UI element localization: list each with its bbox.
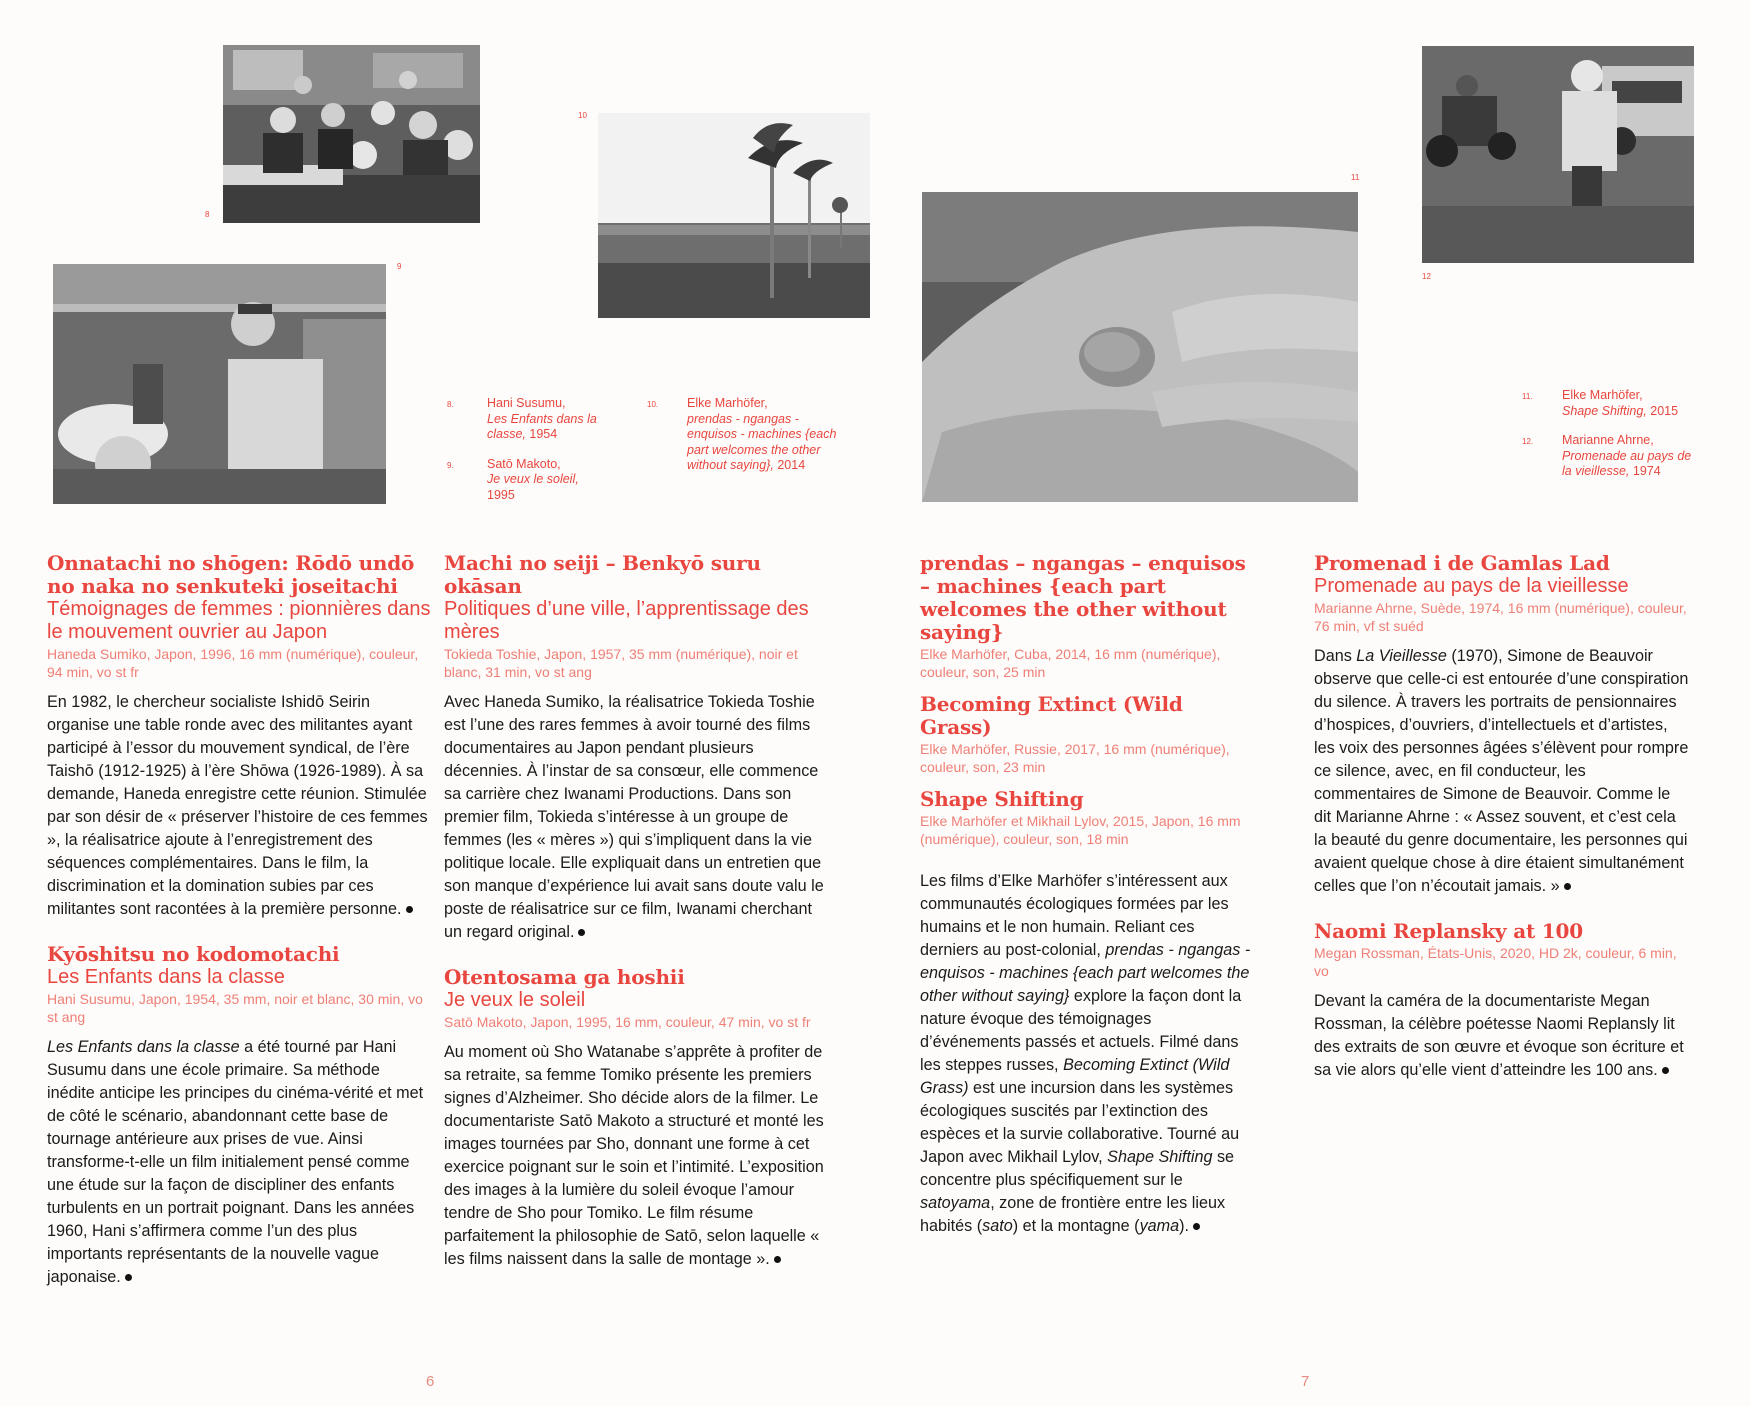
caption-title: Promenade au pays de la vieillesse, 1974	[1562, 448, 1692, 478]
caption-number: 11.	[1522, 392, 1533, 401]
photo-number-12: 12	[1422, 272, 1431, 281]
original-title: Promenad i de Gamlas Lad	[1314, 551, 1610, 575]
end-bullet	[774, 1256, 781, 1263]
film-description: En 1982, le chercheur socialiste Ishidō Seirin organise une table ronde avec des militantes ayant participé à l’essor du mouvement syndical, de l’ère Taishō (1912-1925) à l’ère Shōwa (1926-1989). À sa demande, Haneda enregistre cette réunion. Stimulée par son désir de « préserver l’histoire de ces femmes », la réalisatrice ajoute à l’enregistrement des séquences complémentaires. Dans le film, la discrimination et la domination subies par ces militantes sont racontées à la première personne.	[47, 693, 428, 918]
film-description: Les Enfants dans la classe a été tourné par Hani Susumu dans une école primaire. Sa méthode inédite anticipe les principes du cinéma-vérité et met de côté le scénario, abandonnant cette base de tournage antérieure aux prises de vue. Ainsi transforme-t-elle un film initialement pensé comme une étude sur la façon de discipliner des enfants turbulents en un portrait poignant. Dans les années 1960, Hani s’affirmera comme l’un des plus importants représentants de la nouvelle vague japonaise.	[47, 1038, 424, 1286]
captions-8-9	[447, 396, 607, 517]
original-title: Otentosama ga hoshii	[444, 965, 685, 989]
film-meta: Hani Susumu, Japon, 1954, 35 mm, noir et blanc, 30 min, vo st ang	[47, 991, 423, 1025]
photo-scooter	[1422, 46, 1694, 263]
caption-author: Satō Makoto,	[487, 456, 561, 471]
original-title: prendas – ngangas – enquisos – machines {each part welcomes the other without saying}	[920, 551, 1246, 644]
film-description: Les films d’Elke Marhöfer s’intéressent aux communautés écologiques formées par les humains et le non humain. Reliant ces derniers au post-colonial, prendas - ngangas - enquisos - machines {each part welcomes the other without saying} explore la façon dont la nature évoque des témoignages d’événements passés et actuels. Filmé dans les steppes russes, Becoming Extinct (Wild Grass) est une incursion dans les systèmes écologiques suscités par l’extinction des espèces et la survie collaborative. Tourné au Japon avec Mikhail Lylov, Shape Shifting se concentre plus spécifiquement sur le satoyama, zone de frontière entre les lieux habités (sato) et la montagne (yama).	[920, 872, 1251, 1235]
film-description: Devant la caméra de la documentariste Megan Rossman, la célèbre poétesse Naomi Replansly lit des extraits de son œuvre et évoque son écriture et sa vie alors qu’elle vient d’atteindre les 100 ans.	[1314, 992, 1684, 1079]
page-number-right: 7	[1301, 1373, 1310, 1390]
end-bullet	[578, 929, 585, 936]
end-bullet	[1662, 1067, 1669, 1074]
caption-title: Les Enfants dans la classe, 1954	[487, 411, 597, 441]
photo-classroom	[223, 45, 480, 223]
caption-author: Marianne Ahrne,	[1562, 433, 1654, 447]
captions-11-12	[1522, 388, 1697, 494]
page-number-left: 6	[426, 1373, 435, 1390]
french-title: Promenade au pays de la vieillesse	[1314, 575, 1629, 597]
film-entry-promenad	[1314, 552, 1689, 898]
photo-palm-trees	[598, 113, 870, 318]
caption-year: 1995	[487, 487, 515, 502]
original-title: Naomi Replansky at 100	[1314, 919, 1583, 943]
caption-number: 9.	[447, 460, 454, 470]
caption-author: Elke Marhöfer,	[687, 396, 768, 410]
film-description: Au moment où Sho Watanabe s’apprête à profiter de sa retraite, sa femme Tomiko présente les premiers signes d’Alzheimer. Sho décide alors de la filmer. Le documentariste Satō Makoto a structuré et monté les images tournées par Sho, donnant une forme à cet exercice poignant sur le soin et l’intimité. L’exposition des images à la lumière du soleil évoque l’amour tendre de Sho pour Tomiko. Le film résume parfaitement la philosophie de Satō, selon laquelle « les films naissent dans la salle de montage ».	[444, 1043, 824, 1268]
original-title: Onnatachi no shōgen: Rōdō undō no naka no senkuteki joseitachi	[47, 551, 415, 598]
film-meta: Elke Marhöfer et Mikhail Lylov, 2015, Japon, 16 mm (numérique), couleur, son, 18 min	[920, 813, 1241, 847]
column-3	[920, 552, 1255, 1260]
film-entry-otentosama	[444, 966, 829, 1271]
caption-number: 10.	[647, 400, 659, 409]
french-title: Les Enfants dans la classe	[47, 966, 285, 988]
film-entry-onnatachi	[47, 552, 432, 921]
caption-11	[1522, 388, 1697, 419]
original-title: Becoming Extinct (Wild Grass)	[920, 692, 1183, 739]
caption-title: Je veux le soleil,	[487, 472, 579, 486]
film-meta: Haneda Sumiko, Japon, 1996, 16 mm (numérique), couleur, 94 min, vo st fr	[47, 646, 419, 680]
film-meta: Satō Makoto, Japon, 1995, 16 mm, couleur, 47 min, vo st fr	[444, 1014, 811, 1030]
film-entry-shape-shifting	[920, 788, 1255, 1238]
photo-number-9: 9	[397, 262, 402, 271]
film-meta: Tokieda Toshie, Japon, 1957, 35 mm (numérique), noir et blanc, 31 min, vo st ang	[444, 646, 798, 680]
caption-number: 12.	[1522, 437, 1534, 446]
film-entry-becoming-extinct	[920, 693, 1255, 776]
film-entry-prendas	[920, 552, 1255, 681]
film-meta: Elke Marhöfer, Russie, 2017, 16 mm (numérique), couleur, son, 23 min	[920, 741, 1230, 775]
caption-title: Shape Shifting, 2015	[1562, 403, 1679, 418]
film-meta: Megan Rossman, États-Unis, 2020, HD 2k, couleur, 6 min, vo	[1314, 945, 1677, 979]
photo-frog-in-hand	[922, 192, 1358, 502]
french-title: Je veux le soleil	[444, 989, 586, 1011]
caption-number: 8.	[447, 400, 454, 409]
end-bullet	[1564, 883, 1571, 890]
caption-author: Elke Marhöfer,	[1562, 388, 1643, 402]
column-1	[47, 552, 432, 1311]
caption-9	[447, 457, 607, 504]
film-description: Dans La Vieillesse (1970), Simone de Beauvoir observe que celle-ci est entourée d’une conspiration du silence. À travers les portraits de pensionnaires d’hospices, d’ouvriers, d’intellectuels et d’artistes, les voix des personnes âgées s’élèvent pour rompre ce silence, avec, en fil conducteur, les commentaires de Simone de Beauvoir. Comme le dit Marianne Ahrne : « Assez souvent, et c’est cela la beauté du genre documentaire, les personnes qui avaient quelque chose à dire étaient simultanément celles que l’on n’écoutait jamais. »	[1314, 647, 1689, 895]
photo-teacher	[53, 264, 386, 504]
film-entry-kyoshitsu	[47, 943, 432, 1289]
caption-author: Hani Susumu,	[487, 396, 566, 410]
caption-10-group	[647, 396, 837, 488]
original-title: Kyōshitsu no kodomotachi	[47, 942, 340, 966]
end-bullet	[125, 1274, 132, 1281]
film-entry-machi	[444, 552, 829, 944]
caption-8	[447, 396, 607, 443]
original-title: Machi no seiji – Benkyō suru okāsan	[444, 551, 761, 598]
french-title: Témoignages de femmes : pionnières dans le mouvement ouvrier au Japon	[47, 598, 431, 643]
film-meta: Marianne Ahrne, Suède, 1974, 16 mm (numérique), couleur, 76 min, vf st suéd	[1314, 600, 1687, 634]
french-title: Politiques d’une ville, l’apprentissage des mères	[444, 598, 809, 643]
film-meta: Elke Marhöfer, Cuba, 2014, 16 mm (numérique), couleur, son, 25 min	[920, 646, 1221, 680]
column-2	[444, 552, 829, 1293]
photo-number-8: 8	[205, 210, 210, 219]
film-entry-naomi	[1314, 920, 1689, 1082]
photo-number-11: 11	[1351, 173, 1360, 182]
end-bullet	[406, 906, 413, 913]
column-4	[1314, 552, 1689, 1104]
original-title: Shape Shifting	[920, 787, 1084, 811]
photo-number-10: 10	[578, 111, 587, 120]
end-bullet	[1193, 1223, 1200, 1230]
film-description: Avec Haneda Sumiko, la réalisatrice Tokieda Toshie est l’une des rares femmes à avoir tourné des films documentaires au Japon pendant plusieurs décennies. À l’instar de sa consœur, elle commence sa carrière chez Iwanami Productions. Dans son premier film, Tokieda s’intéresse à un groupe de femmes (les « mères ») qui s’impliquent dans la vie politique locale. Elle expliquait dans un entretien que son manque d’expérience lui avait sans doute valu le poste de réalisatrice sur ce film, Iwanami cherchant un regard original.	[444, 693, 824, 941]
caption-12	[1522, 433, 1697, 480]
caption-10	[647, 396, 837, 474]
caption-title: prendas - ngangas - enquisos - machines {each part welcomes the other without saying}, 2014	[687, 411, 837, 472]
